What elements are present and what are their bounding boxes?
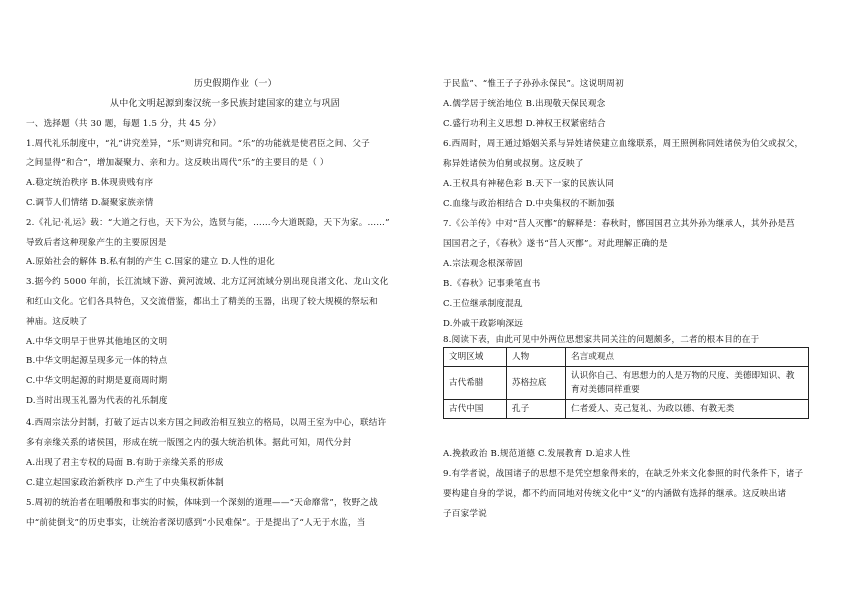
table-row — [444, 400, 809, 419]
option-line: A.挽救政治 B.规范道德 C.发展教育 D.追求人性 — [443, 449, 631, 459]
table-header-row — [444, 348, 809, 367]
option-line: C.盛行功利主义思想 D.神权王权紧密结合 — [443, 119, 606, 129]
table-cell: 认识你自己、有思想力的人是万物的尺度、美德即知识、教育对美德同样重要 — [566, 367, 809, 400]
table-header-cell: 名言或观点 — [566, 348, 809, 367]
question-line: 导致后者这种现象产生的主要原因是 — [26, 238, 167, 248]
section-heading: 一、选择题（共 30 题，每题 1.5 分，共 45 分） — [26, 119, 222, 129]
question-line: 2.《礼记·礼运》载：“大道之行也，天下为公，选贤与能，……今大道既隐，天下为家。……” — [26, 218, 390, 228]
option-line: C.调节人们情绪 D.凝聚家族亲情 — [26, 198, 154, 208]
document-subtitle: 从中化文明起源到秦汉统一多民族封建国家的建立与巩固 — [110, 99, 341, 109]
question-line: 国国君之子，《春秋》遂书“莒人灭鄫”。对此理解正确的是 — [443, 239, 668, 249]
option-line: A.原始社会的解体 B.私有制的产生 C.国家的建立 D.人性的退化 — [26, 257, 275, 267]
question-line: 中“前徒倒戈”的历史事实，让统治者深切感到“小民难保”。于是提出了“人无于水监，当 — [26, 518, 366, 528]
option-line: A.稳定统治秩序 B.体现贵贱有序 — [26, 178, 154, 188]
thinkers-table — [443, 347, 809, 419]
option-line: D.外戚干政影响深远 — [443, 319, 524, 329]
question-line: 多有亲缘关系的诸侯国，形成在统一版图之内的强大统治机体。据此可知，周代分封 — [26, 438, 352, 448]
option-line: B.中华文明起源呈现多元一体的特点 — [26, 356, 168, 366]
option-line: A.中华文明早于世界其他地区的文明 — [26, 337, 168, 347]
option-line: D.当时出现玉礼器为代表的礼乐制度 — [26, 396, 168, 406]
question-line: 之间显得“和合”，增加凝聚力、亲和力。这反映出周代“乐”的主要目的是（ ） — [26, 158, 329, 168]
question-line: 5.周初的统治者在咀嚼殷和事实的时候，体味到一个深刻的道理——“天命靡常”，牧野之战 — [26, 498, 378, 508]
question-line: 6.西周时，周王通过婚姻关系与异姓诸侯建立血缘联系，周王照例称同姓诸侯为伯父或叔父， — [443, 139, 804, 149]
table-row — [444, 367, 809, 400]
question-line: 于民监”、“惟王子子孙孙永保民”。这说明周初 — [443, 79, 624, 89]
option-line: B.《春秋》记事秉笔直书 — [443, 279, 541, 289]
option-line: A.儒学居于统治地位 B.出现敬天保民观念 — [443, 99, 606, 109]
question-line: 9.有学者说，战国诸子的思想不是凭空想象得来的，在缺乏外来文化参照的时代条件下，诸子 — [443, 469, 804, 479]
question-line: 3.据今约 5000 年前，长江流域下游、黄河流域、北方辽河流域分别出现良渚文化、龙山文化 — [26, 277, 389, 287]
question-line: 和红山文化。它们各具特色，又交流借鉴，都出土了精美的玉器，出现了较大规模的祭坛和 — [26, 297, 378, 307]
option-line: C.建立起国家政治新秩序 D.产生了中央集权新体制 — [26, 478, 224, 488]
table-cell: 古代中国 — [444, 400, 507, 419]
question-line: 子百家学说 — [443, 509, 487, 519]
question-line: 称异姓诸侯为伯舅或叔舅。这反映了 — [443, 159, 584, 169]
table-header-cell: 人物 — [507, 348, 566, 367]
question-line: 4.西周宗法分封制，打破了远古以来方国之间政治相互独立的格局，以周王室为中心，联结许 — [26, 418, 387, 428]
question-line: 8.阅读下表，由此可见中外两位思想家共同关注的问题颇多，二者的根本目的在于 — [443, 335, 760, 345]
option-line: C.血缘与政治相结合 D.中央集权的不断加强 — [443, 199, 615, 209]
question-line: 要构建自身的学说，都不约而同地对传统文化中“义”的内涵做有选择的继承。这反映出诸 — [443, 489, 787, 499]
option-line: A.宗法观念根深蒂固 — [443, 259, 523, 269]
option-line: A.王权具有神秘色彩 B.天下一家的民族认同 — [443, 179, 615, 189]
table-cell: 孔子 — [507, 400, 566, 419]
option-line: C.中华文明起源的时期是夏商周时期 — [26, 376, 168, 386]
document-title: 历史假期作业（一） — [194, 79, 277, 89]
question-line: 1.周代礼乐制度中，“礼”讲究差异，“乐”则讲究和同。“乐”的功能就是使君臣之间、父子 — [26, 139, 370, 149]
option-line: A.出现了君主专权的局面 B.有助于亲缘关系的形成 — [26, 458, 224, 468]
table-cell: 苏格拉底 — [507, 367, 566, 400]
table-cell: 古代希腊 — [444, 367, 507, 400]
table-header-cell: 文明区域 — [444, 348, 507, 367]
option-line: C.王位继承制度混乱 — [443, 299, 523, 309]
table-cell: 仁者爱人、克己复礼、为政以德、有教无类 — [566, 400, 809, 419]
question-line: 7.《公羊传》中对“莒人灭鄫”的解释是：春秋时，鄫国国君立其外孙为继承人，其外孙是莒 — [443, 219, 795, 229]
question-line: 神庙。这反映了 — [26, 317, 88, 327]
